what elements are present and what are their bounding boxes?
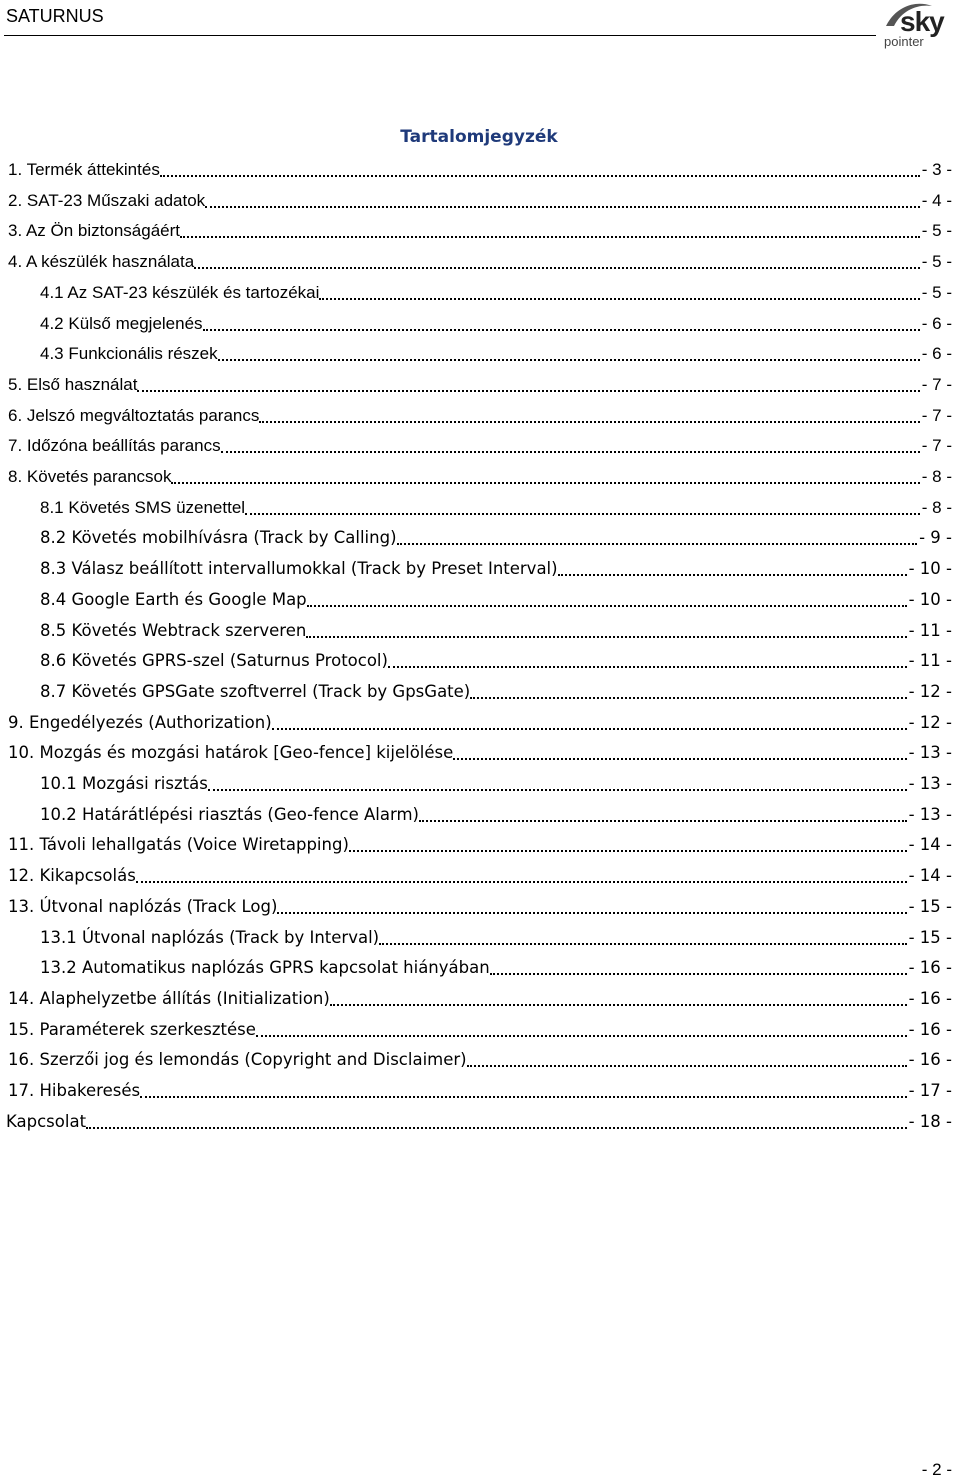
toc-entry-page: - 4 - <box>921 190 952 210</box>
toc-entry-label: 1. Termék áttekintés <box>8 160 160 179</box>
toc-entry-page: - 18 - <box>908 1111 952 1131</box>
toc-entry[interactable] <box>40 677 952 707</box>
toc-entry[interactable] <box>40 523 952 553</box>
toc-entry[interactable] <box>8 431 952 461</box>
toc-leader-dots <box>160 175 920 177</box>
toc-leader-dots <box>319 298 919 300</box>
toc-entry-page: - 10 - <box>908 589 952 609</box>
page-number: - 2 - <box>921 1460 952 1479</box>
toc-entry-page: - 7 - <box>921 405 952 425</box>
toc-leader-dots <box>388 666 907 668</box>
toc-entry-label: 11. Távoli lehallgatás (Voice Wiretapping) <box>8 835 349 855</box>
toc-entry[interactable] <box>40 646 952 676</box>
toc-entry-page: - 17 - <box>908 1081 952 1100</box>
toc-entry-page: - 3 - <box>921 160 952 179</box>
toc-entry-label: 10.1 Mozgási risztás <box>40 774 208 793</box>
toc-entry[interactable] <box>8 155 952 185</box>
toc-entry-label: 13.2 Automatikus naplózás GPRS kapcsolat hiányában <box>40 958 490 978</box>
toc-leader-dots <box>349 850 907 852</box>
toc-leader-dots <box>397 543 918 545</box>
toc-entry-page: - 16 - <box>908 958 952 978</box>
toc-leader-dots <box>205 206 920 208</box>
toc-leader-dots <box>221 451 920 453</box>
toc-entry[interactable] <box>40 493 952 523</box>
toc-entry[interactable] <box>40 616 952 646</box>
toc-leader-dots <box>259 421 919 423</box>
toc-entry-label: 7. Időzóna beállítás parancs <box>8 436 221 456</box>
toc-entry-label: 8.1 Követés SMS üzenettel <box>40 497 246 517</box>
toc-leader-dots <box>467 1065 907 1067</box>
toc-leader-dots <box>86 1127 907 1129</box>
header-divider <box>4 35 876 36</box>
toc-entry-page: - 6 - <box>921 344 952 364</box>
toc-leader-dots <box>307 605 907 607</box>
toc-leader-dots <box>306 636 906 638</box>
toc-entry[interactable] <box>8 247 952 277</box>
logo-subtext: pointer <box>884 34 924 49</box>
toc-entry[interactable] <box>40 554 952 584</box>
toc-entry[interactable] <box>8 401 952 431</box>
toc-entry-label: 8.4 Google Earth és Google Map <box>40 589 307 609</box>
toc-leader-dots <box>470 697 906 699</box>
toc-entry-page: - 14 - <box>908 835 952 855</box>
toc-entry-label: 13. Útvonal naplózás (Track Log) <box>8 896 278 916</box>
toc-entry-page: - 11 - <box>908 620 952 640</box>
toc-leader-dots <box>208 789 907 791</box>
toc-leader-dots <box>136 881 907 883</box>
toc-entry-label: 16. Szerzői jog és lemondás (Copyright and Disclaimer) <box>8 1050 467 1070</box>
toc-leader-dots <box>137 390 919 392</box>
toc-entry[interactable] <box>8 462 952 492</box>
toc-entry-label: 4. A készülék használata <box>8 252 195 272</box>
toc-leader-dots <box>490 973 907 975</box>
toc-entry-page: - 7 - <box>921 374 952 394</box>
toc-leader-dots <box>171 482 919 484</box>
toc-leader-dots <box>277 912 906 914</box>
toc-entry-label: 17. Hibakeresés <box>8 1081 141 1100</box>
toc-entry[interactable] <box>8 370 952 400</box>
toc-entry-page: - 6 - <box>921 313 952 333</box>
toc-entry-page: - 5 - <box>921 221 952 241</box>
toc-entry[interactable] <box>8 1076 952 1106</box>
toc-entry[interactable] <box>8 708 952 738</box>
toc-entry[interactable] <box>8 186 952 216</box>
toc-title: Tartalomjegyzék <box>400 127 558 147</box>
skypointer-logo <box>872 0 960 52</box>
toc-leader-dots <box>194 267 920 269</box>
toc-entry-page: - 5 - <box>921 252 952 272</box>
toc-entry[interactable] <box>40 800 952 830</box>
toc-entry[interactable] <box>40 278 952 308</box>
toc-entry-page: - 13 - <box>908 774 952 793</box>
toc-entry-page: - 16 - <box>908 1050 952 1070</box>
toc-leader-dots <box>379 943 907 945</box>
toc-entry[interactable] <box>8 984 952 1014</box>
toc-entry-label: 8.2 Követés mobilhívásra (Track by Calling) <box>40 528 397 548</box>
toc-entry[interactable] <box>8 892 952 922</box>
toc-entry-label: 8. Követés parancsok <box>8 467 172 486</box>
toc-entry-label: 8.3 Válasz beállított intervallumokkal (Track by Preset Interval) <box>40 559 558 579</box>
toc-entry-page: - 7 - <box>921 436 952 456</box>
toc-entry-page: - 16 - <box>908 1019 952 1039</box>
document-title: SATURNUS <box>6 6 104 26</box>
toc-entry-label: 12. Kikapcsolás <box>8 866 136 886</box>
toc-entry-label: 2. SAT-23 Műszaki adatok <box>8 190 206 210</box>
toc-leader-dots <box>140 1096 906 1098</box>
toc-entry-label: Kapcsolat <box>6 1111 87 1131</box>
toc-entry-label: 3. Az Ön biztonságáért <box>8 221 180 241</box>
toc-entry-page: - 8 - <box>921 467 952 486</box>
toc-entry-label: 6. Jelszó megváltoztatás parancs <box>8 405 260 425</box>
toc-entry-page: - 13 - <box>908 743 952 763</box>
toc-entry-label: 4.2 Külső megjelenés <box>40 313 203 333</box>
toc-entry-page: - 16 - <box>908 988 952 1008</box>
toc-entry-page: - 11 - <box>908 651 952 671</box>
toc-leader-dots <box>256 1035 907 1037</box>
toc-leader-dots <box>218 359 920 361</box>
toc-entry-label: 10.2 Határátlépési riasztás (Geo-fence Alarm) <box>40 804 419 824</box>
toc-entry-page: - 5 - <box>921 282 952 302</box>
toc-entry[interactable] <box>40 585 952 615</box>
toc-entry-label: 9. Engedélyezés (Authorization) <box>8 712 272 732</box>
toc-leader-dots <box>203 329 920 331</box>
toc-entry-page: - 10 - <box>908 559 952 579</box>
toc-entry-label: 10. Mozgás és mozgási határok [Geo-fence] kijelölése <box>8 743 454 763</box>
page-header <box>0 0 960 49</box>
toc-entry[interactable] <box>8 830 952 860</box>
toc-entry-label: 8.6 Követés GPRS-szel (Saturnus Protocol) <box>40 651 388 671</box>
toc-leader-dots <box>453 758 906 760</box>
toc-entry-label: 4.3 Funkcionális részek <box>40 344 218 364</box>
toc-entry[interactable] <box>8 861 952 891</box>
toc-entry-page: - 15 - <box>908 927 952 947</box>
toc-entry[interactable] <box>8 216 952 246</box>
toc-entry[interactable] <box>40 953 952 983</box>
toc-entry-label: 14. Alaphelyzetbe állítás (Initialization) <box>8 988 330 1008</box>
toc-leader-dots <box>272 728 907 730</box>
toc-entry[interactable] <box>40 339 952 369</box>
toc-entry-label: 5. Első használat <box>8 374 138 394</box>
toc-entry-label: 13.1 Útvonal naplózás (Track by Interval) <box>40 927 380 947</box>
toc-entry[interactable] <box>40 923 952 953</box>
toc-entry-page: - 15 - <box>908 896 952 916</box>
toc-leader-dots <box>245 513 920 515</box>
toc-entry-page: - 14 - <box>908 866 952 886</box>
toc-entry-label: 8.5 Követés Webtrack szerveren <box>40 620 307 640</box>
toc-leader-dots <box>558 574 907 576</box>
toc-heading <box>0 127 960 147</box>
toc-entry[interactable] <box>40 309 952 339</box>
toc-leader-dots <box>180 236 920 238</box>
toc-entry[interactable] <box>40 769 952 799</box>
toc-entry[interactable] <box>8 1045 952 1075</box>
toc-entry-label: 15. Paraméterek szerkesztése <box>8 1019 256 1039</box>
logo-word: sky <box>900 6 944 37</box>
toc-entry[interactable] <box>6 1107 952 1137</box>
toc-entry-page: - 9 - <box>919 528 952 548</box>
toc-entry-page: - 13 - <box>908 804 952 824</box>
toc-entry-page: - 12 - <box>908 712 952 732</box>
toc-entry-label: 4.1 Az SAT-23 készülék és tartozékai <box>40 282 320 302</box>
toc-entry-page: - 12 - <box>908 681 952 701</box>
toc-leader-dots <box>419 820 907 822</box>
toc-leader-dots <box>330 1004 907 1006</box>
toc-entry-label: 8.7 Követés GPSGate szoftverrel (Track by GpsGate) <box>40 681 471 701</box>
toc-entry-page: - 8 - <box>921 497 952 517</box>
toc-entry[interactable] <box>8 738 952 768</box>
toc-entry[interactable] <box>8 1015 952 1045</box>
